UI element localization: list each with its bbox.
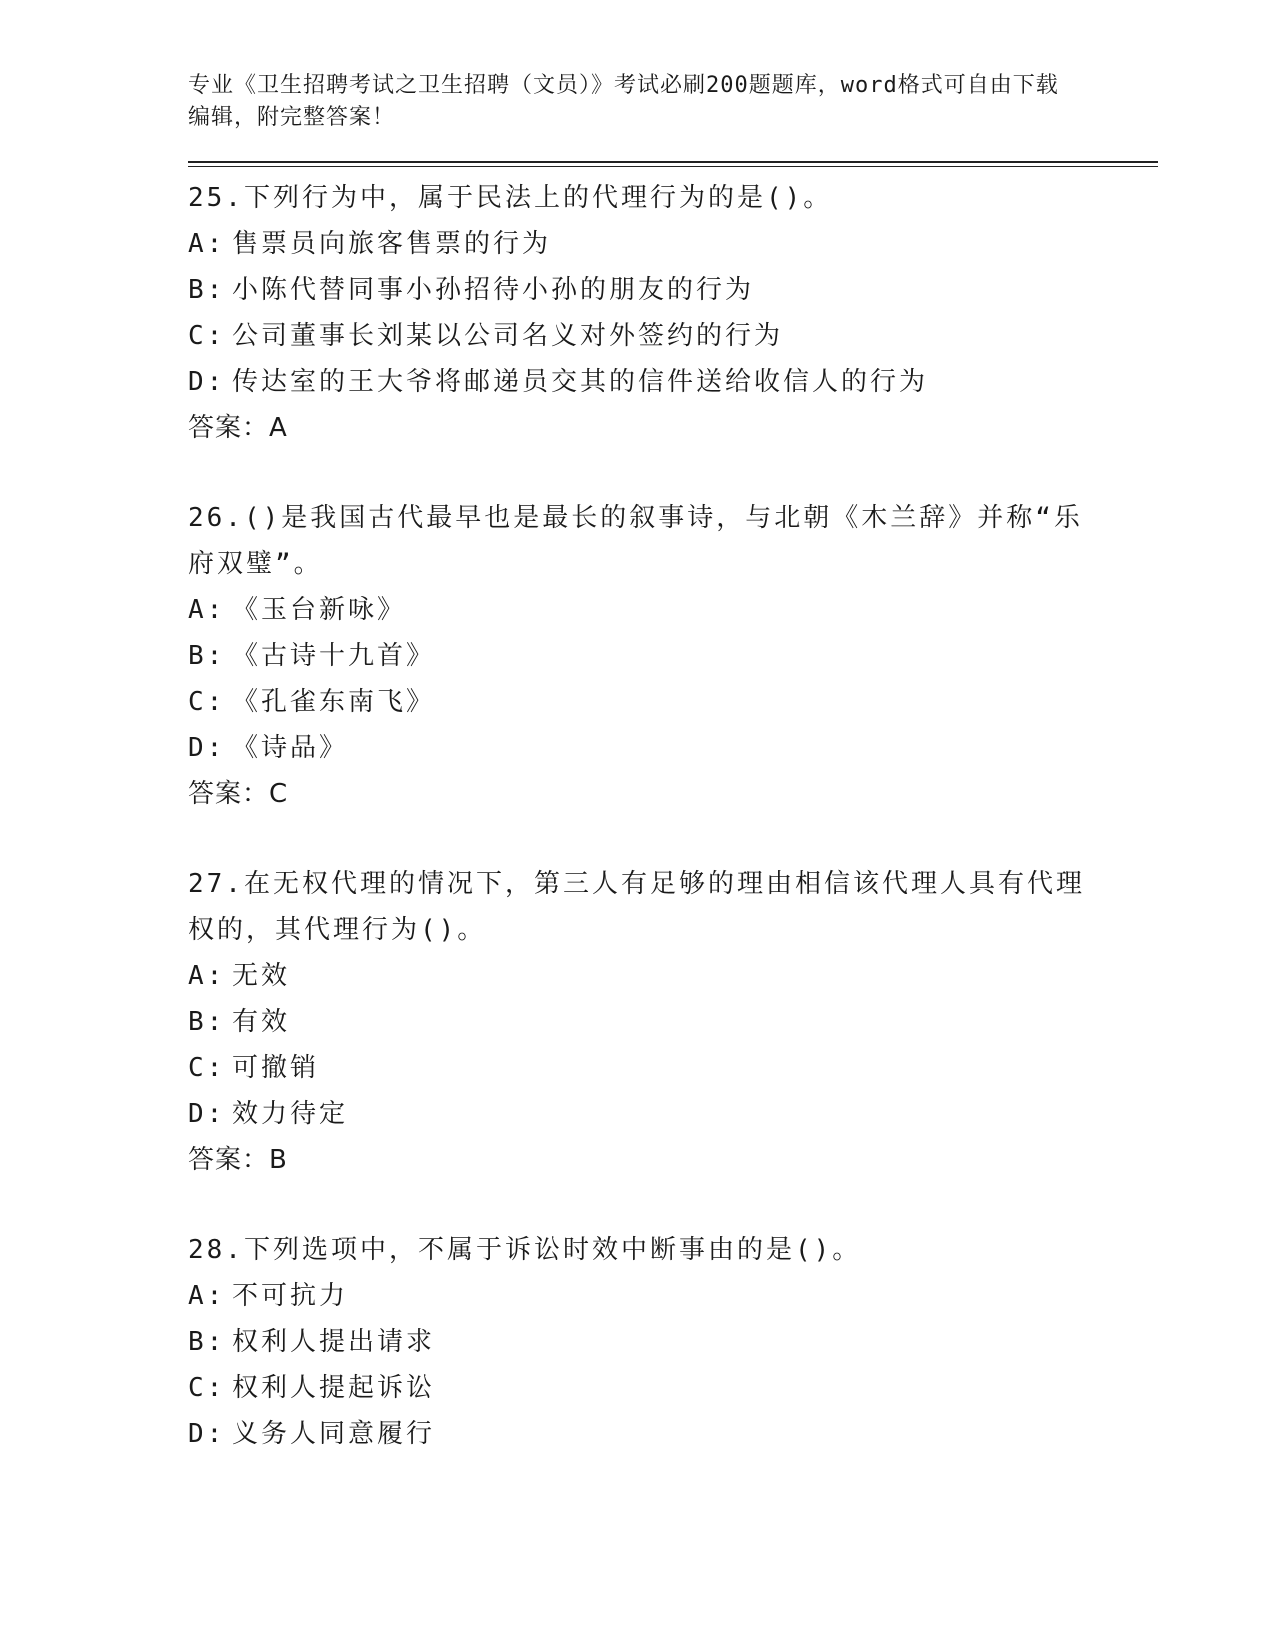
option-b: [188, 267, 1158, 313]
option-b: [188, 1319, 1158, 1365]
question-list: [188, 175, 1158, 1457]
option-text: 《孔雀东南飞》: [232, 687, 436, 717]
option-text: 义务人同意履行: [232, 1419, 436, 1449]
answer-line: 答案：B: [188, 1145, 288, 1175]
option-letter: A:: [188, 1281, 226, 1311]
option-letter: A:: [188, 229, 226, 259]
option-text: 传达室的王大爷将邮递员交其的信件送给收信人的行为: [232, 367, 929, 397]
header-divider: [188, 161, 1158, 167]
option-letter: D:: [188, 733, 226, 763]
question-stem: 28.下列选项中，不属于诉讼时效中断事由的是()。: [188, 1235, 862, 1265]
option-c: [188, 313, 1158, 359]
option-text: 效力待定: [232, 1099, 349, 1129]
option-letter: B:: [188, 1007, 226, 1037]
option-text: 不可抗力: [232, 1281, 349, 1311]
option-b: [188, 633, 1158, 679]
question-stem: 26.()是我国古代最早也是最长的叙事诗，与北朝《木兰辞》并称“乐府双璧”。: [188, 503, 1083, 579]
option-text: 《诗品》: [232, 733, 349, 763]
option-d: [188, 1411, 1158, 1457]
option-d: [188, 725, 1158, 771]
answer-line: 答案：C: [188, 779, 289, 809]
question-26: [188, 495, 1158, 817]
option-text: 权利人提起诉讼: [232, 1373, 436, 1403]
option-b: [188, 999, 1158, 1045]
option-text: 售票员向旅客售票的行为: [232, 229, 552, 259]
option-d: [188, 1091, 1158, 1137]
option-letter: C:: [188, 1053, 226, 1083]
option-letter: C:: [188, 1373, 226, 1403]
option-letter: D:: [188, 367, 226, 397]
option-d: [188, 359, 1158, 405]
option-c: [188, 679, 1158, 725]
option-letter: D:: [188, 1099, 226, 1129]
option-letter: B:: [188, 1327, 226, 1357]
option-letter: B:: [188, 641, 226, 671]
document-header: 专业《卫生招聘考试之卫生招聘（文员）》考试必刷200题题库，word格式可自由下载编辑，附完整答案！: [188, 73, 1059, 130]
option-text: 《玉台新咏》: [232, 595, 407, 625]
option-c: [188, 1365, 1158, 1411]
option-letter: C:: [188, 687, 226, 717]
document-page: [188, 70, 1158, 1501]
option-text: 公司董事长刘某以公司名义对外签约的行为: [232, 321, 784, 351]
option-text: 权利人提出请求: [232, 1327, 436, 1357]
option-c: [188, 1045, 1158, 1091]
option-letter: B:: [188, 275, 226, 305]
option-letter: A:: [188, 595, 226, 625]
option-a: [188, 1273, 1158, 1319]
answer-line: 答案：A: [188, 413, 288, 443]
option-text: 《古诗十九首》: [232, 641, 436, 671]
option-text: 无效: [232, 961, 291, 991]
option-letter: A:: [188, 961, 226, 991]
option-text: 可撤销: [232, 1053, 320, 1083]
question-stem: 27.在无权代理的情况下，第三人有足够的理由相信该代理人具有代理权的，其代理行为()。: [188, 869, 1085, 945]
option-text: 小陈代替同事小孙招待小孙的朋友的行为: [232, 275, 755, 305]
question-28: [188, 1227, 1158, 1457]
option-a: [188, 953, 1158, 999]
option-letter: C:: [188, 321, 226, 351]
option-text: 有效: [232, 1007, 291, 1037]
question-stem: 25.下列行为中，属于民法上的代理行为的是()。: [188, 183, 833, 213]
question-25: [188, 175, 1158, 451]
option-letter: D:: [188, 1419, 226, 1449]
option-a: [188, 221, 1158, 267]
question-27: [188, 861, 1158, 1183]
option-a: [188, 587, 1158, 633]
